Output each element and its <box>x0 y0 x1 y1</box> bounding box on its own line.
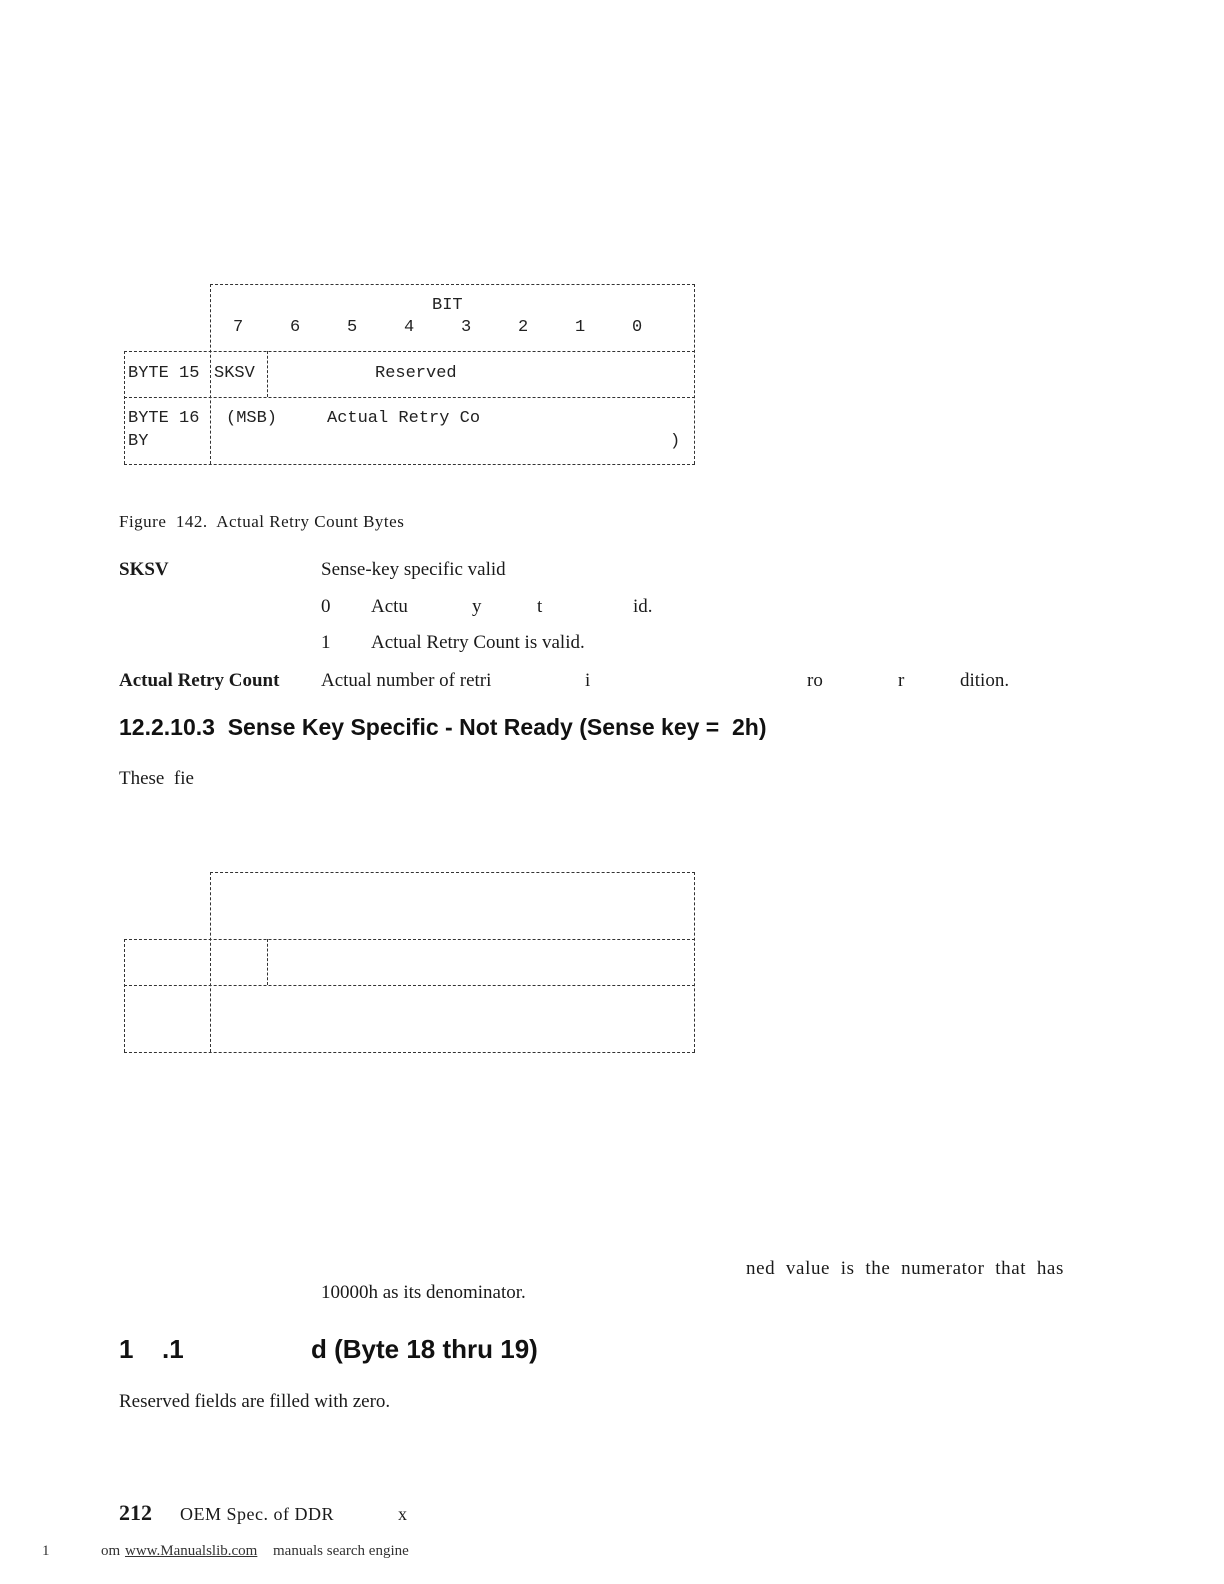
section-paragraph: These fie <box>119 768 194 789</box>
bit-number-4: 4 <box>404 318 415 337</box>
option-1-number: 1 <box>321 632 331 653</box>
byte15-label: BYTE 15 <box>128 364 200 383</box>
bit-number-5: 5 <box>347 318 358 337</box>
fragment-line-1: ned value is the numerator that has <box>746 1258 1064 1279</box>
sksv-term: SKSV <box>119 559 169 580</box>
reserved-heading-title: d (Byte 18 thru 19) <box>311 1334 538 1364</box>
bit-header: BIT <box>432 296 463 315</box>
arc-fragment: i <box>585 670 591 691</box>
document-title-tail: x <box>398 1504 407 1524</box>
bit-number-3: 3 <box>461 318 472 337</box>
byte17-label: BY <box>128 432 149 451</box>
option-0-fragment: Actu <box>371 596 408 617</box>
retry-count-cell: Actual Retry Co <box>327 409 481 428</box>
reserved-heading-part: 1 <box>119 1334 134 1364</box>
page-number: 212 <box>119 1500 152 1525</box>
closing-paren: ) <box>670 432 681 451</box>
byte16-label: BYTE 16 <box>128 409 200 428</box>
bit-number-1: 1 <box>575 318 586 337</box>
bit-number-6: 6 <box>290 318 301 337</box>
reserved-paragraph: Reserved fields are filled with zero. <box>119 1391 391 1412</box>
watermark-suffix: manuals search engine <box>273 1543 409 1559</box>
actual-retry-count-term: Actual Retry Count <box>119 670 280 691</box>
option-0-fragment: t <box>537 596 543 617</box>
arc-fragment: dition. <box>960 670 1010 691</box>
bit-number-7: 7 <box>233 318 244 337</box>
option-0-fragment: y <box>472 596 482 617</box>
bit-number-0: 0 <box>632 318 643 337</box>
bit-number-2: 2 <box>518 318 529 337</box>
option-1-text: Actual Retry Count is valid. <box>371 632 585 653</box>
figure-caption: Figure 142. Actual Retry Count Bytes <box>119 512 405 531</box>
option-0-fragment: id. <box>633 596 653 617</box>
option-0-number: 0 <box>321 596 331 617</box>
reserved-heading-part: .1 <box>162 1334 184 1364</box>
sksv-description: Sense-key specific valid <box>321 559 506 580</box>
section-heading-12-2-10-3: 12.2.10.3 Sense Key Specific - Not Ready (Sense key = 2h) <box>119 714 767 740</box>
reserved-cell: Reserved <box>375 364 457 383</box>
arc-fragment: ro <box>807 670 823 691</box>
watermark-number: 1 <box>42 1543 50 1559</box>
msb-cell: (MSB) <box>226 409 278 428</box>
sksv-cell: SKSV <box>214 364 255 383</box>
document-title: OEM Spec. of DDR <box>180 1504 334 1524</box>
manualslib-link[interactable]: www.Manualslib.com <box>125 1543 258 1559</box>
fragment-line-2: 10000h as its denominator. <box>321 1282 526 1303</box>
actual-retry-count-description: Actual number of retri <box>321 670 492 691</box>
watermark-prefix: om <box>101 1543 121 1559</box>
arc-fragment: r <box>898 670 905 691</box>
